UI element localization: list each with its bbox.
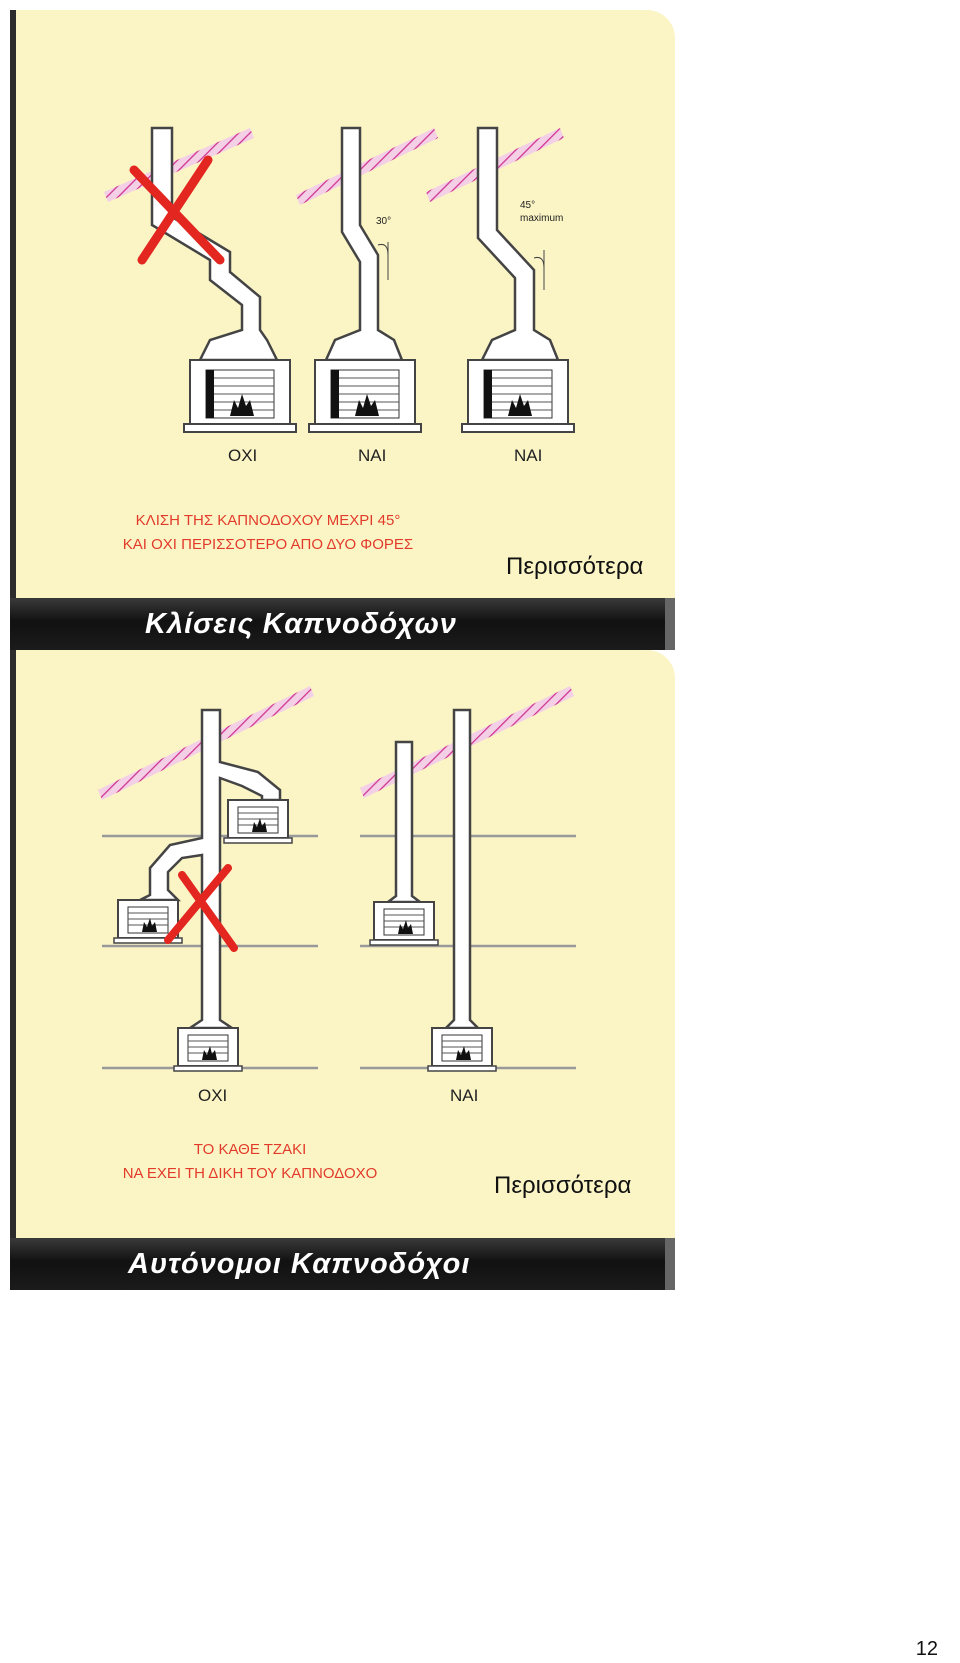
label-yes-2: ΝΑΙ: [514, 446, 543, 465]
angle-30-label: 30°: [376, 216, 392, 227]
panel-title-banner: [10, 598, 675, 650]
floor-lines: [102, 836, 576, 1068]
note-line-1: ΚΛΙΣΗ ΤΗΣ ΚΑΠΝΟΔΟΧΟΥ ΜΕΧΡΙ 45°: [135, 512, 401, 529]
note-line-2: ΚΑΙ ΟΧΙ ΠΕΡΙΣΣΟΤΕΡΟ ΑΠΟ ΔΥΟ ΦΟΡΕΣ: [122, 536, 414, 553]
chimney-45-degree: [478, 128, 558, 360]
label-no: ΟΧΙ: [198, 1086, 228, 1105]
page-number: 12: [915, 1638, 938, 1660]
note-line-2: ΝΑ ΕΧΕΙ ΤΗ ΔΙΚΗ ΤΟΥ ΚΑΠΝΟΔΟΧΟ: [122, 1165, 378, 1182]
independent-chimney-tall: [446, 710, 478, 1028]
panel-title: Αυτόνομοι Καπνοδόχοι: [128, 1247, 471, 1280]
independent-rule-note: [70, 1138, 430, 1186]
shared-chimney: [140, 710, 280, 1028]
roof-2: [296, 128, 438, 205]
label-no: ΟΧΙ: [228, 446, 258, 465]
label-yes-1: ΝΑΙ: [358, 446, 387, 465]
panel-title-banner: [10, 1238, 675, 1290]
label-yes: ΝΑΙ: [450, 1086, 479, 1105]
more-link[interactable]: Περισσότερα: [506, 553, 644, 580]
angle-45-label: 45°: [520, 200, 536, 211]
note-line-1: ΤΟ ΚΑΘΕ ΤΖΑΚΙ: [193, 1141, 307, 1158]
chimney-multi-bend: [152, 128, 277, 360]
angle-maximum-label: maximum: [520, 213, 564, 224]
more-link[interactable]: Περισσότερα: [494, 1172, 632, 1199]
panel-independent-chimneys: [10, 650, 675, 1290]
panel-title: Κλίσεις Καπνοδόχων: [145, 607, 457, 640]
panel-chimney-slopes: [10, 10, 675, 650]
slope-rule-note: [78, 509, 458, 557]
roof-1: [104, 128, 254, 202]
